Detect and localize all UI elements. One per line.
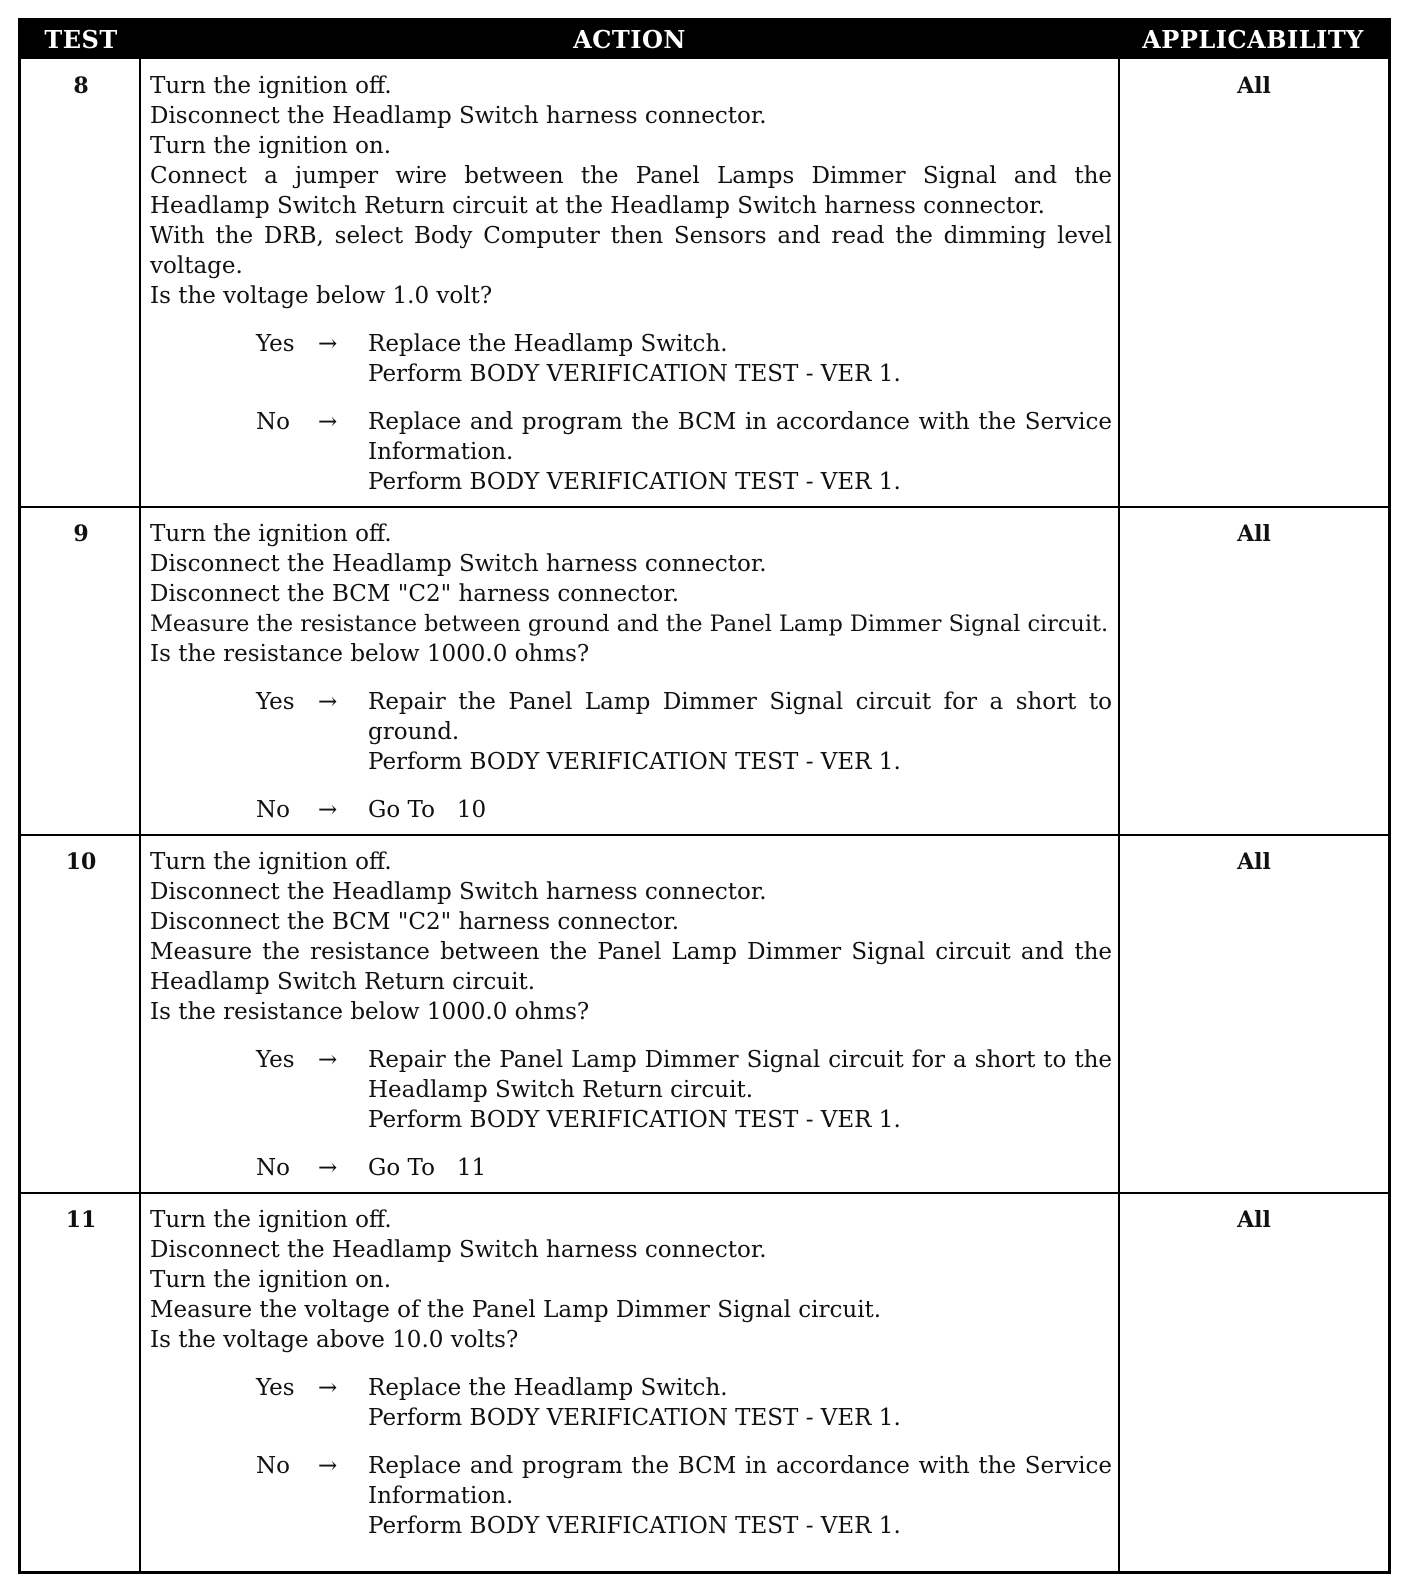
outcome-line: Replace and program the BCM in accordance with the Service Information. xyxy=(368,1453,1112,1509)
yes-outcome xyxy=(150,687,1112,777)
action-text xyxy=(150,1205,1112,1541)
arrow-right-icon: → xyxy=(318,331,338,357)
action-step: Turn the ignition off. xyxy=(150,849,392,875)
arrow-right-icon: → xyxy=(318,1155,338,1181)
yes-label: Yes xyxy=(256,331,295,357)
test-number: 9 xyxy=(73,521,89,547)
action-text xyxy=(150,847,1112,1183)
arrow-right-icon: → xyxy=(318,1375,338,1401)
table-row-test-11 xyxy=(21,1194,1388,1574)
action-step: Turn the ignition off. xyxy=(150,73,392,99)
action-step: Is the voltage above 10.0 volts? xyxy=(150,1327,519,1353)
action-text xyxy=(150,71,1112,497)
outcome-line: Perform BODY VERIFICATION TEST - VER 1. xyxy=(368,1405,901,1431)
outcome-line: Replace and program the BCM in accordance with the Service Information. xyxy=(368,409,1112,465)
applicability-value: All xyxy=(1237,849,1271,875)
outcome-line: Perform BODY VERIFICATION TEST - VER 1. xyxy=(368,1107,901,1133)
action-step: Turn the ignition off. xyxy=(150,1207,392,1233)
action-step: Disconnect the Headlamp Switch harness connector. xyxy=(150,879,767,905)
applicability-value: All xyxy=(1237,73,1271,99)
no-outcome xyxy=(150,1451,1112,1541)
yes-label: Yes xyxy=(256,689,295,715)
outcome-line: Perform BODY VERIFICATION TEST - VER 1. xyxy=(368,1513,901,1539)
yes-label: Yes xyxy=(256,1375,295,1401)
test-number: 10 xyxy=(65,849,97,875)
arrow-right-icon: → xyxy=(318,1453,338,1479)
action-step: Disconnect the Headlamp Switch harness connector. xyxy=(150,103,767,129)
arrow-right-icon: → xyxy=(318,797,338,823)
action-step: Measure the resistance between ground and the Panel Lamp Dimmer Signal circuit. xyxy=(150,611,1109,637)
yes-outcome xyxy=(150,329,1112,389)
action-step: Disconnect the Headlamp Switch harness connector. xyxy=(150,551,767,577)
action-step: Turn the ignition on. xyxy=(150,1267,392,1293)
action-step: Disconnect the BCM "C2" harness connector. xyxy=(150,909,680,935)
table-row-test-10 xyxy=(21,836,1388,1192)
action-step: Is the resistance below 1000.0 ohms? xyxy=(150,641,590,667)
action-step: Turn the ignition on. xyxy=(150,133,392,159)
no-label: No xyxy=(256,1453,290,1479)
no-outcome xyxy=(150,1153,1112,1183)
yes-outcome xyxy=(150,1045,1112,1135)
diagnostic-test-table xyxy=(18,18,1391,1574)
action-step: Measure the resistance between the Panel Lamp Dimmer Signal circuit and the Headlamp Switch Return circuit. xyxy=(150,939,1112,995)
go-to-link[interactable]: Go To 10 xyxy=(368,797,487,823)
test-number: 11 xyxy=(65,1207,97,1233)
outcome-line: Repair the Panel Lamp Dimmer Signal circuit for a short to ground. xyxy=(368,689,1112,745)
test-number: 8 xyxy=(73,73,89,99)
action-step: Turn the ignition off. xyxy=(150,521,392,547)
table-row-test-8 xyxy=(21,59,1388,506)
go-to-link[interactable]: Go To 11 xyxy=(368,1155,487,1181)
outcome-line: Perform BODY VERIFICATION TEST - VER 1. xyxy=(368,749,901,775)
outcome-line: Perform BODY VERIFICATION TEST - VER 1. xyxy=(368,469,901,495)
arrow-right-icon: → xyxy=(318,1047,338,1073)
applicability-value: All xyxy=(1237,1207,1271,1233)
no-outcome xyxy=(150,795,1112,825)
no-label: No xyxy=(256,409,290,435)
header-action: ACTION xyxy=(573,25,686,54)
header-applicability: APPLICABILITY xyxy=(1142,25,1364,54)
table-row-test-9 xyxy=(21,508,1388,834)
action-step: With the DRB, select Body Computer then Sensors and read the dimming level voltage. xyxy=(150,223,1112,279)
no-label: No xyxy=(256,1155,290,1181)
yes-label: Yes xyxy=(256,1047,295,1073)
table-header xyxy=(21,21,1388,59)
outcome-line: Repair the Panel Lamp Dimmer Signal circuit for a short to the Headlamp Switch Return circuit. xyxy=(368,1047,1112,1103)
outcome-line: Replace the Headlamp Switch. xyxy=(368,1375,728,1401)
action-step: Measure the voltage of the Panel Lamp Dimmer Signal circuit. xyxy=(150,1297,882,1323)
outcome-line: Replace the Headlamp Switch. xyxy=(368,331,728,357)
action-step: Connect a jumper wire between the Panel Lamps Dimmer Signal and the Headlamp Switch Return circuit at the Headlamp Switch harness connector. xyxy=(150,163,1112,219)
action-step: Disconnect the Headlamp Switch harness connector. xyxy=(150,1237,767,1263)
arrow-right-icon: → xyxy=(318,409,338,435)
action-step: Is the voltage below 1.0 volt? xyxy=(150,283,493,309)
action-step: Disconnect the BCM "C2" harness connector. xyxy=(150,581,680,607)
yes-outcome xyxy=(150,1373,1112,1433)
arrow-right-icon: → xyxy=(318,689,338,715)
no-label: No xyxy=(256,797,290,823)
header-test: TEST xyxy=(44,25,118,54)
outcome-line: Perform BODY VERIFICATION TEST - VER 1. xyxy=(368,361,901,387)
action-text xyxy=(150,519,1112,825)
action-step: Is the resistance below 1000.0 ohms? xyxy=(150,999,590,1025)
no-outcome xyxy=(150,407,1112,497)
applicability-value: All xyxy=(1237,521,1271,547)
